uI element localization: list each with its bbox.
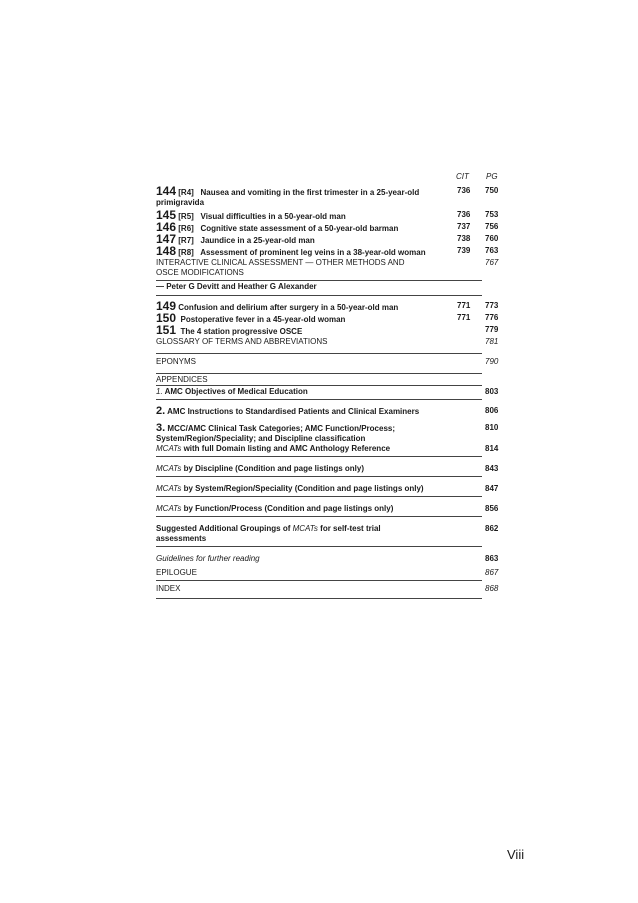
appendix-pg: 810 bbox=[485, 423, 499, 432]
entry-pg: 763 bbox=[485, 246, 499, 255]
mcat-title: with full Domain listing and AMC Anthology Reference bbox=[181, 444, 391, 453]
toc-entry-150[interactable] bbox=[156, 311, 499, 325]
appendix-number: 1. bbox=[156, 387, 163, 396]
appendix-item-3[interactable] bbox=[156, 422, 499, 444]
entry-title: Jaundice in a 25-year-old man bbox=[200, 236, 315, 245]
mcat-title: by Discipline (Condition and page listings only) bbox=[181, 464, 365, 473]
divider bbox=[156, 580, 482, 581]
epilogue-pg: 867 bbox=[485, 568, 499, 577]
divider bbox=[156, 546, 482, 547]
entry-title: Visual difficulties in a 50-year-old man bbox=[200, 212, 346, 221]
cit-column-label: CIT bbox=[456, 172, 469, 181]
mcat-item-3[interactable] bbox=[156, 484, 499, 494]
entry-number: 144 bbox=[156, 184, 177, 198]
entry-cit: 771 bbox=[457, 301, 471, 310]
appendix-title: AMC Objectives of Medical Education bbox=[164, 387, 308, 396]
guidelines-entry[interactable] bbox=[156, 554, 499, 564]
section-pg: 767 bbox=[485, 258, 499, 267]
section-title: INTERACTIVE CLINICAL ASSESSMENT — OTHER METHODS AND OSCE MODIFICATIONS bbox=[156, 258, 405, 277]
suggested-pg: 862 bbox=[485, 524, 499, 533]
entry-pg: 760 bbox=[485, 234, 499, 243]
toc-entry-148[interactable] bbox=[156, 244, 499, 258]
divider bbox=[156, 456, 482, 457]
toc-index[interactable] bbox=[156, 584, 499, 594]
divider bbox=[156, 496, 482, 497]
entry-title: Cognitive state assessment of a 50-year-old barman bbox=[200, 224, 399, 233]
entry-pg: 773 bbox=[485, 301, 499, 310]
mcat-prefix: MCATs bbox=[156, 464, 182, 473]
divider bbox=[156, 598, 482, 599]
toc-epilogue[interactable] bbox=[156, 568, 499, 578]
appendix-title: AMC Instructions to Standardised Patients and Clinical Examiners bbox=[167, 407, 420, 416]
divider bbox=[156, 399, 482, 400]
entry-code: [R6] bbox=[178, 224, 194, 233]
appendix-item-2[interactable] bbox=[156, 405, 499, 417]
entry-number: 151 bbox=[156, 323, 177, 337]
toc-entry-147[interactable] bbox=[156, 232, 499, 246]
entry-cit: 738 bbox=[457, 234, 471, 243]
mcat-pg: 856 bbox=[485, 504, 499, 513]
divider bbox=[156, 476, 482, 477]
entry-pg: 776 bbox=[485, 313, 499, 322]
guidelines-title: Guidelines for further reading bbox=[156, 554, 260, 563]
entry-cit: 737 bbox=[457, 222, 471, 231]
entry-cit: 771 bbox=[457, 313, 471, 322]
divider bbox=[156, 373, 482, 374]
mcat-pg: 843 bbox=[485, 464, 499, 473]
mcat-prefix: MCATs bbox=[156, 484, 182, 493]
divider bbox=[156, 385, 482, 386]
mcat-prefix: MCATs bbox=[156, 504, 182, 513]
entry-cit: 736 bbox=[457, 210, 471, 219]
appendix-item-1[interactable] bbox=[156, 387, 499, 397]
entry-number: 149 bbox=[156, 299, 177, 313]
suggested-groupings[interactable]: Suggested Additional Groupings of MCATs for self-test trial assessments 862 bbox=[156, 524, 499, 543]
mcat-title: by System/Region/Speciality (Condition and page listings only) bbox=[181, 484, 424, 493]
entry-number: 145 bbox=[156, 208, 177, 222]
mcat-pg: 847 bbox=[485, 484, 499, 493]
eponyms-title: EPONYMS bbox=[156, 357, 197, 366]
entry-title: Postoperative fever in a 45-year-old woman bbox=[180, 315, 346, 324]
appendix-pg: 806 bbox=[485, 406, 499, 415]
pg-column-label: PG bbox=[486, 172, 498, 181]
appendices-heading: APPENDICES bbox=[156, 375, 208, 384]
entry-code: [R7] bbox=[178, 236, 194, 245]
divider bbox=[156, 295, 482, 296]
table-of-contents bbox=[156, 168, 499, 599]
appendix-title: MCC/AMC Clinical Task Categories; AMC Function/Process; System/Region/Speciality; and Discipline classification bbox=[156, 424, 396, 443]
guidelines-pg: 863 bbox=[485, 554, 499, 563]
divider bbox=[156, 353, 482, 354]
eponyms-pg: 790 bbox=[485, 357, 499, 366]
toc-entry-145[interactable] bbox=[156, 208, 499, 222]
entry-number: 148 bbox=[156, 244, 177, 258]
entry-pg: 750 bbox=[485, 186, 499, 195]
mcat-title: by Function/Process (Condition and page listings only) bbox=[181, 504, 394, 513]
entry-number: 147 bbox=[156, 232, 177, 246]
glossary-pg: 781 bbox=[485, 337, 499, 346]
index-pg: 868 bbox=[485, 584, 499, 593]
entry-cit: 739 bbox=[457, 246, 471, 255]
divider bbox=[156, 280, 482, 281]
entry-pg: 756 bbox=[485, 222, 499, 231]
appendix-number: 3. bbox=[156, 422, 166, 434]
mcat-pg: 814 bbox=[485, 444, 499, 453]
entry-title: Nausea and vomiting in the first trimester in a 25-year-old primigravida bbox=[156, 188, 420, 207]
entry-pg: 779 bbox=[485, 325, 499, 334]
mcat-item-2[interactable] bbox=[156, 464, 499, 474]
entry-title: Assessment of prominent leg veins in a 38-year-old woman bbox=[200, 248, 426, 257]
toc-entry-149[interactable] bbox=[156, 299, 499, 313]
entry-number: 150 bbox=[156, 311, 177, 325]
entry-code: [R5] bbox=[178, 212, 194, 221]
entry-title: Confusion and delirium after surgery in a 50-year-old man bbox=[178, 303, 399, 312]
toc-entry-146[interactable] bbox=[156, 220, 499, 234]
toc-glossary[interactable] bbox=[156, 337, 499, 347]
toc-section-ica[interactable] bbox=[156, 258, 499, 278]
page-number: Viii bbox=[507, 847, 525, 862]
column-header bbox=[156, 168, 498, 186]
entry-number: 146 bbox=[156, 220, 177, 234]
entry-code: [R4] bbox=[178, 188, 194, 197]
appendix-number: 2. bbox=[156, 405, 166, 417]
toc-entry-144[interactable] bbox=[156, 184, 499, 208]
index-title: INDEX bbox=[156, 584, 181, 593]
mcat-item-1[interactable] bbox=[156, 444, 499, 454]
entry-title: The 4 station progressive OSCE bbox=[180, 327, 303, 336]
entry-pg: 753 bbox=[485, 210, 499, 219]
mcat-item-4[interactable] bbox=[156, 504, 499, 514]
mcat-prefix: MCATs bbox=[156, 444, 182, 453]
toc-eponyms[interactable] bbox=[156, 357, 499, 367]
divider bbox=[156, 516, 482, 517]
entry-code: [R8] bbox=[178, 248, 194, 257]
toc-entry-151[interactable] bbox=[156, 323, 499, 337]
section-authors: — Peter G Devitt and Heather G Alexander bbox=[156, 282, 317, 291]
appendix-pg: 803 bbox=[485, 387, 499, 396]
glossary-title: GLOSSARY OF TERMS AND ABBREVIATIONS bbox=[156, 337, 328, 346]
entry-cit: 736 bbox=[457, 186, 471, 195]
epilogue-title: EPILOGUE bbox=[156, 568, 197, 577]
